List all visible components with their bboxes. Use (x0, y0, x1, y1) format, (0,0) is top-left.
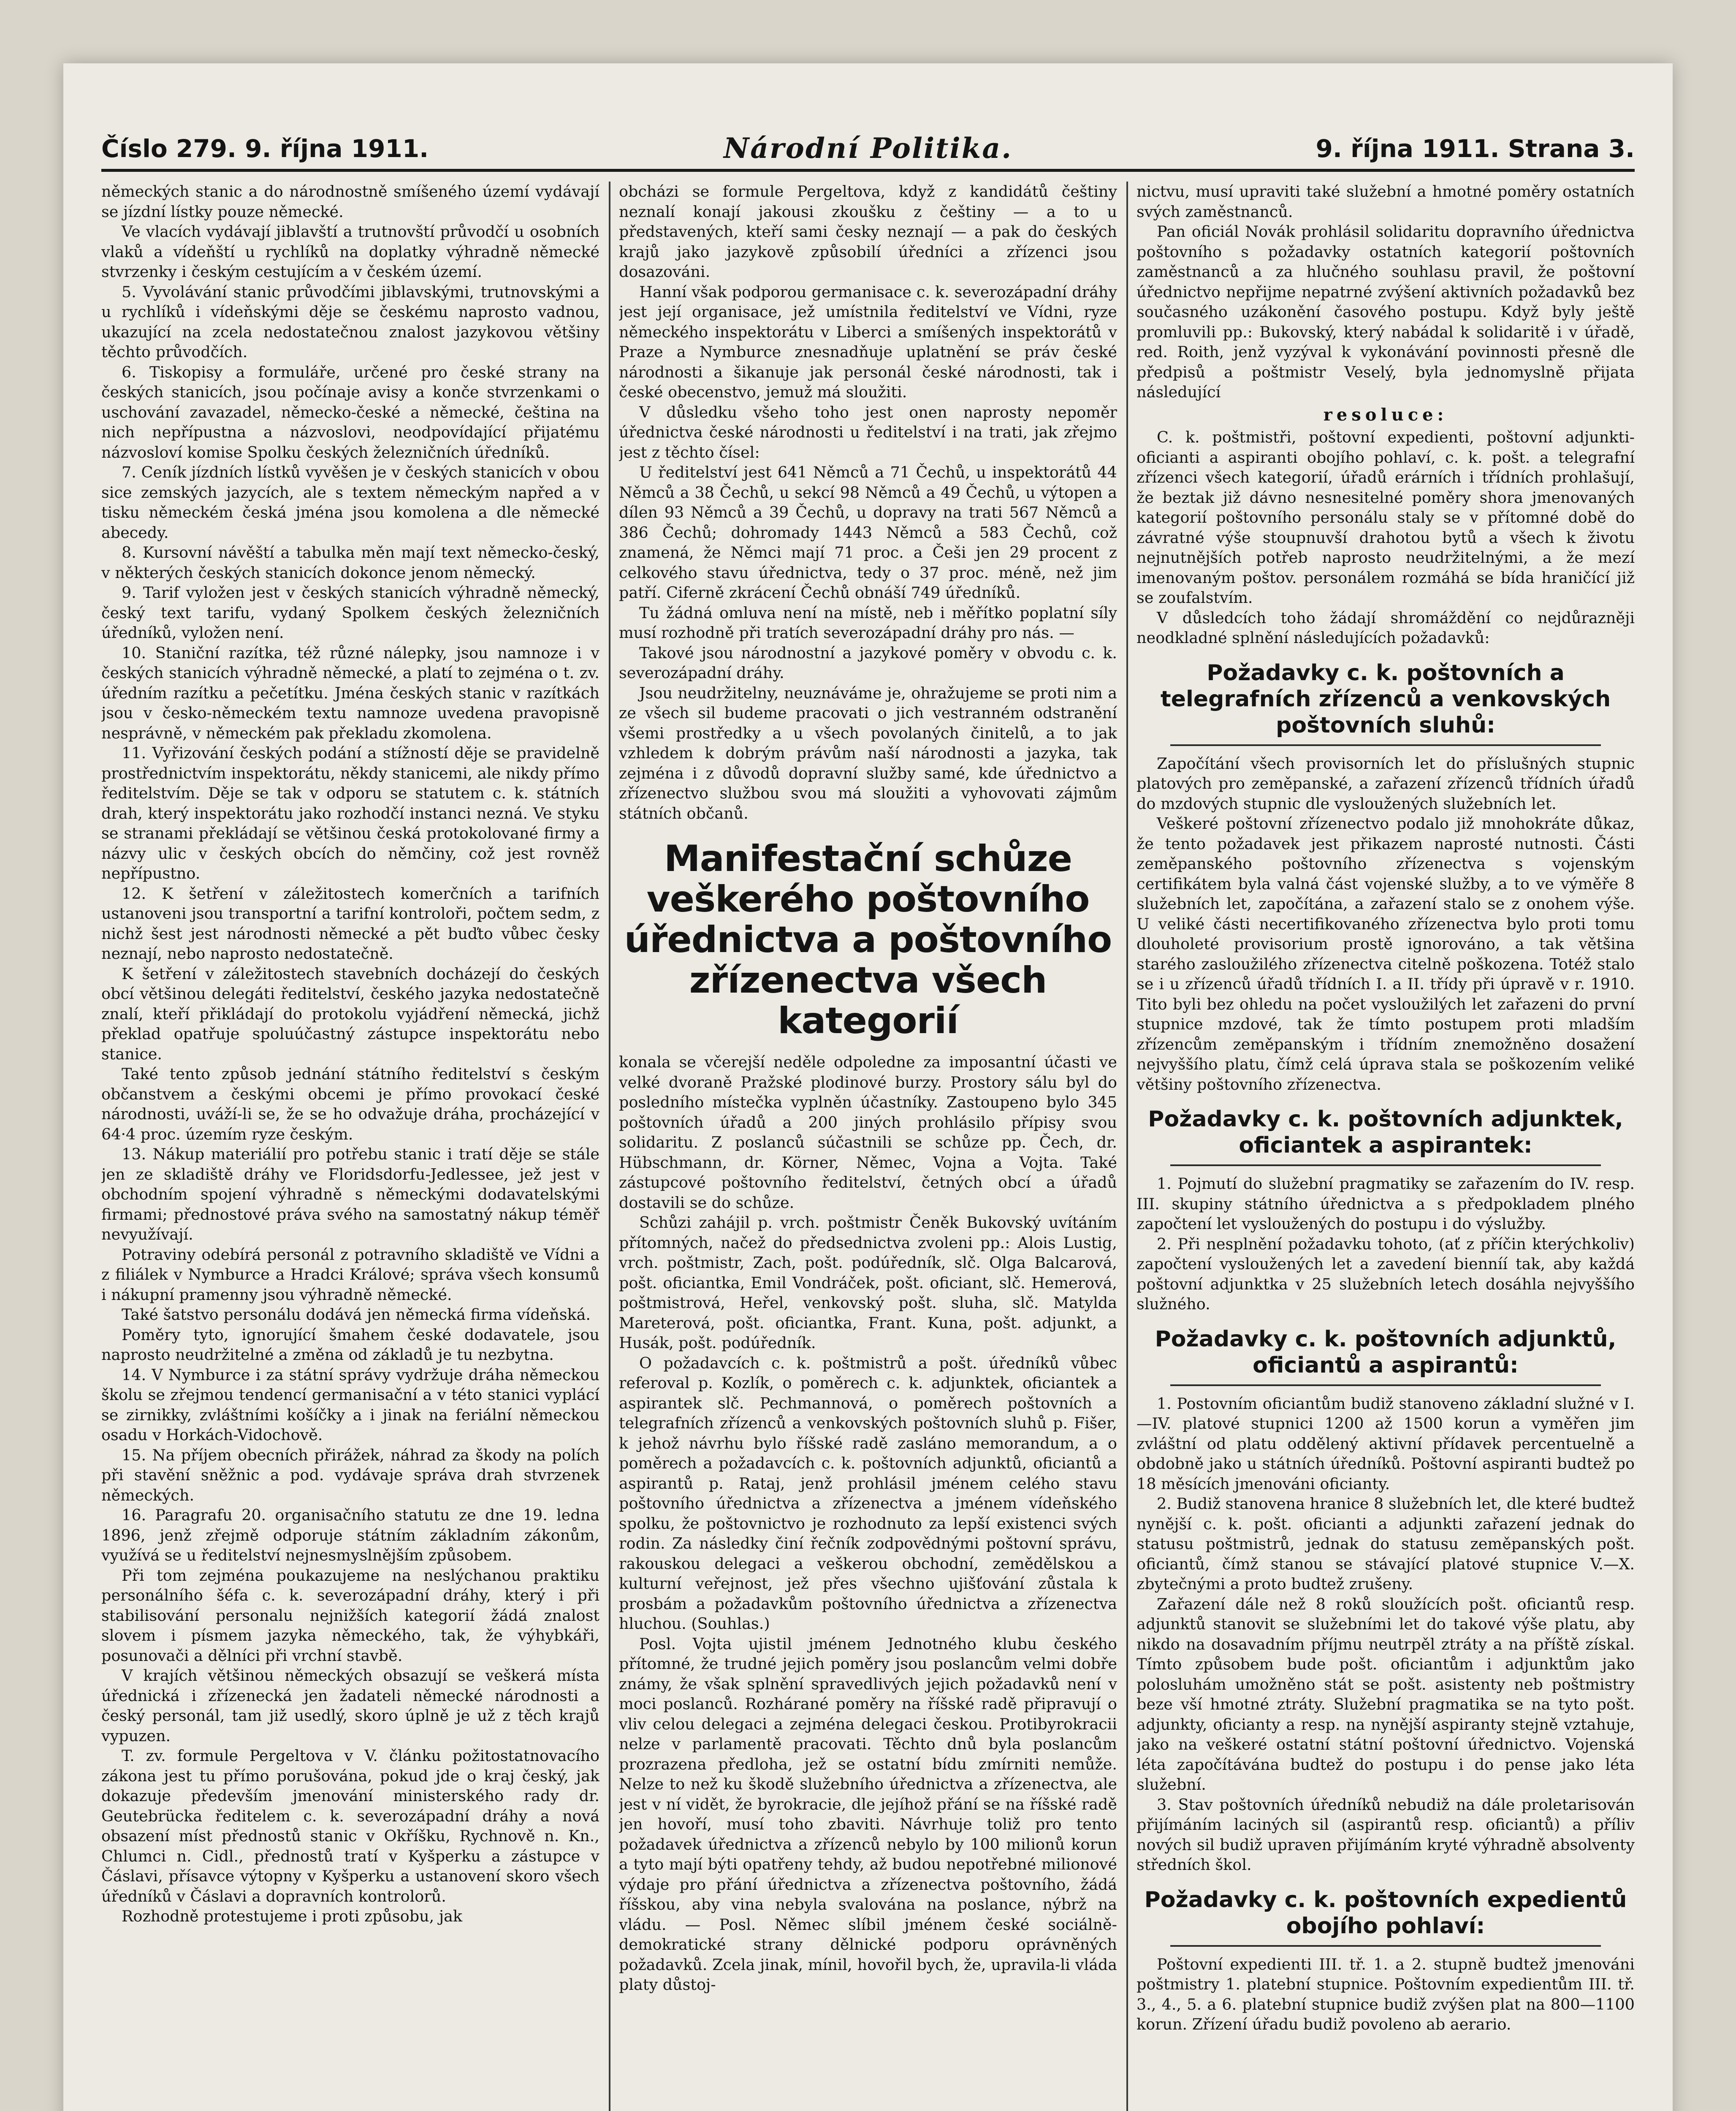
paragraph: Poštovní expedienti III. tř. 1. a 2. stupně budtež jmenováni poštmistry 1. platební stupnice. Poštovním expedientům III. tř. 3., 4., 5. a 6. platební stupnice budiž zvýšen plat na 800—1100 korun. Zřízení úřadu budiž povoleno ab aerario. (1137, 1955, 1635, 2033)
column-divider (1126, 182, 1128, 2111)
paragraph: 11. Vyřizování českých podání a stížností děje se pravidelně prostřednictvím inspektorátu, někdy stanicemi, ale nikdy přímo ředitelstvím. Děje se tak v odporu se statutem c. k. státních drah, který inspektorátu jako rozhodčí instanci nezná. Ve styku se stranami překládají se většinou česká protokolované firmy a názvy ulic v českých obcích do němčiny, což jest rovněž nepřípustno. (101, 744, 599, 882)
paragraph: 14. V Nymburce i za státní správy vydržuje dráha německou školu se zřejmou tendencí germanisační a v této stanici vyplácí se zirnikky, zvláštními košíčky a i jinak na feriální německou osadu v Horkách-Vidochově. (101, 1365, 599, 1444)
article-headline: Manifestační schůze veškerého poštovního úřednictva a poštovního zřízenectva všech kategorií (624, 838, 1112, 1042)
paragraph: Také tento způsob jednání státního ředitelství s českým občanstvem a českými obcemi je přímo provokací české národnosti, uváží-li se, že se ho odvažuje dráha, procházející v 64·4 proc. územím ryze českým. (101, 1065, 599, 1143)
paragraph: V důsledku všeho toho jest onen naprosty nepoměr úřednictva české národnosti u ředitelství i na trati, jak zřejmo jest z těchto čísel: (619, 403, 1117, 461)
paragraph: nictvu, musí upraviti také služební a hmotné poměry ostatních svých zaměstnanců. (1137, 182, 1635, 221)
paragraph: Jsou neudržitelny, neuznáváme je, ohražujeme se proti nim a ze všech sil budeme pracovati o jich vestranném odstranění všemi prostředky a u všech povolaných činitelů, a to jak vzhledem k dobrým právům naší národnosti a jazyka, tak zejména i z důvodů dopravní služby samé, kde úřednictvo a zřízenectvo službou svou má sloužiti a vyhovovati zájmům státních občanů. (619, 684, 1117, 822)
paragraph: Zařazení dále než 8 roků sloužících pošt. oficiantů resp. adjunktů stanovit se služebními let do takové výše platu, aby nikdo na dosavadním příjmu neutrpěl ztráty a na příště získal. Tímto způsobem bude pošt. oficiantům i adjunktům jako polosluhám umožněno stát se pošt. asistenty neb poštmistry beze vší hmotné ztráty. Služební pragmatika se na tyto pošt. adjunkty, oficianty a resp. na nynější aspiranty stejně vztahuje, jako na veškeré ostatní státní poštovní úřednictvo. Vojenská léta započítávána budtež do postupu i do pense jako léta služební. (1137, 1595, 1635, 1794)
paragraph: 6. Tiskopisy a formuláře, určené pro české strany na českých stanicích, jsou počínaje avisy a konče stvrzenkami o uschování zavazadel, německo-české a německé, čeština na nich nepřípustna a názvoslovi, neodpovídající přijatému názvosloví komise Spolku českých železničních úředníků. (101, 363, 599, 461)
section-heading: Požadavky c. k. poštovních a telegrafních zřízenců a venkovských poštovních sluhů: (1160, 660, 1611, 738)
paragraph: Rozhodně protestujeme i proti způsobu, jak (122, 1907, 463, 1925)
newspaper-title: Národní Politika. (723, 132, 1013, 165)
heading-rule (1170, 1945, 1601, 1947)
paragraph: Hanní však podporou germanisace c. k. severozápadní dráhy jest její organisace, jež umístnila ředitelství ve Vídni, ryze německého inspektorátu v Liberci a smíšených inspektorátů v Praze a Nymburce znesnadňuje uplatnění se práv české národnosti a šikanuje jak personál české národnosti, tak i české obecenstvo, jemuž má sloužiti. (619, 282, 1117, 401)
section-heading: Požadavky c. k. poštovních expedientů obojího pohlaví: (1144, 1887, 1627, 1939)
paragraph: 5. Vyvolávání stanic průvodčími jiblavskými, trutnovskými a u rychlíků i vídeňskými děje se českému naprosto vadnou, ukazující na zcela nedostatečnou znalost jazykovou většiny těchto průvodčích. (101, 282, 599, 361)
paragraph: 15. Na příjem obecních přirážek, náhrad za škody na polích při stavění sněžnic a pod. vydávaje správa drah stvrzenek německých. (101, 1446, 599, 1504)
paragraph: K šetření v záležitostech stavebních docházejí do českých obcí většinou delegáti ředitelství, českého jazyka nedostatečně znalí, kteří přikládají do protokolu vyjádření německá, jichž překlad opatřuje spoluúčastný zástupce inspektorátu nebo stanice. (101, 964, 599, 1063)
paragraph: Schůzi zahájil p. vrch. poštmistr Čeněk Bukovský uvítáním přítomných, načež do předsednictva zvoleni pp.: Alois Lustig, vrch. poštmistr, Zach, pošt. podúředník, slč. Olga Balcarová, pošt. oficiantka, Emil Vondráček, pošt. oficiant, slč. Hemerová, poštmistrová, Heřel, venkovský pošt. sluha, slč. Matylda Mareterová, pošt. oficiantka, Frant. Kuna, pošt. adjunkt, a Husák, pošt. podúředník. (619, 1213, 1117, 1352)
heading-rule (1170, 1384, 1601, 1386)
paragraph: Ve vlacích vydávají jiblavští a trutnovští průvodčí u osobních vlaků a vídeňští u rychlíků na doplatky výhradně německé stvrzenky i českým cestujícím a v českém území. (101, 222, 599, 281)
paragraph: U ředitelství jest 641 Němců a 71 Čechů, u inspektorátů 44 Němců a 38 Čechů, u sekcí 98 Němců a 49 Čechů, u výtopen a dílen 93 Němců a 39 Čechů, u dopravy na trati 567 Němců a 386 Čechů; dohromady 1443 Němců a 583 Čechů, což znamená, že Němci mají 71 proc. a Češi jen 29 procent z celkového stavu úřednictva, tedy o 37 proc. méně, než jim patří. Ciferně zkrácení Čechů obnáší 749 úředníků. (619, 463, 1117, 602)
paragraph: Posl. Vojta ujistil jménem Jednotného klubu českého přítomné, že trudné jejich poměry jsou poslancům velmi dobře známy, že však splnění spravedlivých jejich požadavků není v moci poslanců. Rozhárané poměry na říšské radě připravují o vliv celou delegaci a zejména delegaci českou. Protibyrokracii nelze v parlamentě pracovati. Těchto dnů byla poslancům prozrazena předloha, jež se ostatní bídu zmírniti nemůže. Nelze to než ku škodě služebního úřednictva a zřízenectva, ale jest v ní vidět, že byrokracie, dle jejíhož přání se na říšské radě jen hovoří, musí toho zbaviti. Návrhuje toliž pro tento požadavek úřednictva a zřízenců nebylo by 100 milionů korun a tyto mají býti opatřeny tehdy, až budou nepotřebné milionové výdaje pro přání úřednictva a zřízenectva poštovního, žádá říšskou, aby vina nebyla svalována na poslance, nýbrž na vládu. — Posl. Němec slíbil jménem české sociálně-demokratické strany dělnické podporu oprávněných požadavků. Zcela jinak, mínil, hovořil bych, že, upravila-li vláda platy důstoj- (619, 1634, 1117, 1994)
issue-info: Číslo 279. 9. října 1911. (101, 134, 429, 163)
newspaper-page (63, 63, 1673, 2111)
paragraph: Pan oficiál Novák prohlásil solidaritu dopravního úřednictva poštovního s požadavky ostatních kategorií poštovních zaměstnanců a za hlučného souhlasu pravil, že poštovní úřednictvo nepřijme nepatrné zvýšení aktivních požadavků bez současného uzákonění časového postupu. Když byly ještě promluvili pp.: Bukovský, který nabádal k solidaritě i v úřadě, red. Roith, jenž vyzýval k vykonávání povinnosti přesně dle předpisů a poštmistr Veselý, byla jednomyslně přijata následující (1137, 222, 1635, 401)
paragraph: 16. Paragrafu 20. organisačního statutu ze dne 19. ledna 1896, jenž zřejmě odporuje státním základním zákonům, využívá se u ředitelství nejnesmyslnějším způsobem. (101, 1506, 599, 1564)
paragraph: Při tom zejména poukazujeme na neslýchanou praktiku personálního šéfa c. k. severozápadní dráhy, který i při stabilisování personalu nejnižších kategorií žádá znalost slovem i písmem jazyka německého, tak, že výhybkáři, posunovači a dělníci při vrchní stavbě. (101, 1566, 599, 1665)
paragraph: O požadavcích c. k. poštmistrů a pošt. úředníků vůbec referoval p. Kozlík, o poměrech c. k. adjunktek, oficiantek a aspirantek slč. Pechmannová, o poměrech poštovních a telegrafních zřízenců a venkovských poštovních sluhů p. Fišer, k jehož návrhu bylo říšské radě zasláno memorandum, a o poměrech a požadavcích c. k. poštovních adjunktů, oficiantů a aspirantů p. Rataj, jenž prohlásil jménem celého stavu poštovního úřednictva a zřízenectva a jménem vídeňského spolku, že poštovnictvo je rozhodnuto za lepší existenci svých rodin. Za následky činí řečník zodpovědnými poštovní správu, rakouskou delegaci a veškerou obchodní, zemědělskou a kulturní veřejnost, jež přes všechno ujišťování zůstala k prosbám a požadavkům poštovního úřednictva a zřízenectva hluchou. (Souhlas.) (619, 1354, 1117, 1633)
page-info: 9. října 1911. Strana 3. (1316, 134, 1635, 163)
section-heading: Požadavky c. k. poštovních adjunktů, oficiantů a aspirantů: (1155, 1326, 1617, 1378)
heading-rule (1170, 744, 1601, 746)
paragraph: V krajích většinou německých obsazují se veškerá místa úřednická i zřízenecká jen žadateli německé národnosti a český personál, tam již usedlý, skoro úplně je už z těch krajů vypuzen. (101, 1666, 599, 1745)
paragraph: 10. Staniční razítka, též různé nálepky, jsou namnoze i v českých stanicích výhradně německé, a platí to zejména o t. zv. úředním razítku a pečetítku. Jména českých stanic v razítkách jsou v česko-německém textu namnoze uvedena pravopisně nesprávně, v německém pak překladu zkomolena. (101, 643, 599, 742)
paragraph: Potraviny odebírá personál z potravního skladiště ve Vídni a z filiálek v Nymburce a Hradci Králové; správa všech konsumů i nákupní pramenny jsou výhradně německé. (101, 1245, 599, 1304)
paragraph: Takové jsou národnostní a jazykové poměry v obvodu c. k. severozápadní dráhy. (619, 643, 1117, 682)
section-heading: Požadavky c. k. poštovních adjunktek, oficiantek a aspirantek: (1148, 1107, 1623, 1158)
paragraph: 2. Budiž stanovena hranice 8 služebních let, dle které budtež nynější c. k. pošt. oficianti a adjunkti zařazení jednak do statusu poštmistrů, jednak do statusu zeměpanských pošt. oficiantů, čímž stanou se stávající platové stupnice V.—X. zbytečnými a proto budtež zrušeny. (1137, 1495, 1635, 1593)
paragraph: V důsledcích toho žádají shromáždění co nejdůrazněji neodkladné splnění následujících požadavků: (1137, 608, 1635, 647)
resolution-label: resoluce: (1323, 404, 1448, 425)
paragraph: 7. Ceník jízdních lístků vyvěšen je v českých stanicích v obou sice zemských jazycích, ale s textem německým napřed a v tisku německém česká jména jsou komolena a dle německé abecedy. (101, 463, 599, 542)
paragraph: Započítání všech provisorních let do příslušných stupnic platových pro zeměpanské, a zařazení zřízenců třídních úřadů do mzdových stupnic dle vysloužených služebních let. (1137, 754, 1635, 813)
column-3 (1137, 182, 1635, 2111)
paragraph: Poměry tyto, ignorující šmahem české dodavatele, jsou naprosto neudržitelné a změna od základů je tu nezbytna. (101, 1325, 599, 1364)
paragraph: obcházi se formule Pergeltova, když z kandidátů češtiny neznalí konají jakousi zkoušku z češtiny — a to u představených, kteří sami česky neznají — a pak do českých krajů jako jazykově způsobilí úředníci a zřízenci jsou dosazováni. (619, 182, 1117, 281)
column-2 (619, 182, 1117, 2111)
heading-rule (1170, 1164, 1601, 1166)
column-1 (101, 182, 599, 2111)
paragraph: Také šatstvo personálu dodává jen německá firma vídeňská. (122, 1305, 591, 1324)
paragraph: konala se včerejší neděle odpoledne za imposantní účasti ve velké dvoraně Pražské plodinové burzy. Prostory sálu byl do posledního místečka vyplněn účastníky. Zastoupeno bylo 345 poštovních úřadů a 200 jiných prohlásilo přípisy svou solidaritu. Z poslanců súčastnili se schůze pp. Čech, dr. Hübschmann, dr. Körner, Němec, Vojna a Vojta. Také zástupcové poštovního ředitelství, četných obcí a úřadů dostavili se do schůze. (619, 1053, 1117, 1212)
paragraph: 3. Stav poštovních úředníků nebudiž na dále proletarisován přijímáním laciných sil (aspirantů resp. oficiantů) a příliv nových sil budiž upraven přijímáním kryté výhradně absolventy středních škol. (1137, 1795, 1635, 1874)
paragraph: 1. Pojmutí do služební pragmatiky se zařazením do IV. resp. III. skupiny státního úřednictva a s předpokladem plného započtení let vysloužených do postupu i do výslužby. (1137, 1175, 1635, 1233)
paragraph: C. k. poštmistři, poštovní expedienti, poštovní adjunkti-oficianti a aspiranti obojího pohlaví, c. k. pošt. a telegrafní zřízenci všech kategorií, úřadů erárních i třídních prohlašují, že beztak již dávno nesnesitelné poměry shora jmenovaných kategorií poštovního personálu staly se v přítomné době do závratné výše stoupnuvší drahotou bytů a všech k životu nejnutnějších potřeb naprosto neudržitelnými, a že mezí imenovaným poštov. personálem rozmáhá se bída hraničící již se zoufalstvím. (1137, 428, 1635, 607)
paragraph: Veškeré poštovní zřízenectvo podalo již mnohokráte důkaz, že tento požadavek jest přikazem naprosté nutnosti. Části zeměpanského poštovního zřízenectva s vojenským certifikátem byla valná část vojenské služby, a to ve výměře 8 služebních let, započítána, a zařazení stalo se z onohem výše. U veliké části necertifikovaného zřízenectva bylo proti tomu dlouholeté provisorium prostě ignorováno, a tak většina starého zasloužilého zřízenectva citelně poškozena. Totéž stalo se i u zřízenců úřadů třídních I. a II. třídy při úpravě v r. 1910. Tito byli bez ohledu na počet vysloužilých let zařazeni do první stupnice mzdové, tak že tímto postupem proti mladším zřízencům zeměpanským i třídním znemožněno dosažení nejvyššího platu, čímž celá úprava stala se poškozením veliké většiny poštovního zřízenectva. (1137, 814, 1635, 1093)
paragraph: T. zv. formule Pergeltova v V. článku požitostatnovacího zákona jest tu přímo porušována, pokud jde o kraj český, jak dokazuje především jmenování ministerského rady dr. Geutebrücka ředitelem c. k. severozápadní dráhy a nová obsazení míst přednostů stanic v Okříšku, Rychnově n. Kn., Chlumci n. Cidl., přednostů tratí v Kyšperku a zástupce v Čáslavi, přísavce výtopny v Kyšperku a ustanovení skoro všech úředníků v Čáslavi a dopravních kontrolorů. (101, 1747, 599, 1905)
paragraph: německých stanic a do národnostně smíšeného území vydávají se jízdní lístky pouze německé. (101, 182, 599, 221)
paragraph: 12. K šetření v záležitostech komerčních a tarifních ustanoveni jsou transportní a tarifní kontroloři, počtem sedm, z nichž šest jest národnosti německé a pět buďto vůbec česky neznají, nebo naprosto nedostatečně. (101, 884, 599, 963)
paragraph: Tu žádná omluva není na místě, neb i měřítko poplatní síly musí rozhodně při tratích severozápadní dráhy pro nás. — (619, 603, 1117, 642)
paragraph: 8. Kursovní návěští a tabulka měn mají text německo-český, v některých českých stanicích dokonce jenom německý. (101, 543, 599, 582)
masthead (101, 122, 1635, 172)
paragraph: 2. Při nesplnění požadavku tohoto, (ať z příčin kterýchkoliv) započtení vysloužených let a zavedení bienníí tak, aby každá poštovní adjunktka v 25 služebních letech dosáhla nejvyššího služného. (1137, 1235, 1635, 1313)
paragraph: 9. Tarif vyložen jest v českých stanicích výhradně německý, český text tarifu, vydaný Spolkem českých železničních úředníků, vyložen není. (101, 583, 599, 642)
paragraph: 1. Postovním oficiantům budiž stanoveno základní služné v I.—IV. platové stupnici 1200 až 1500 korun a vyměřen jim zvláštní od platu oddělený aktivní přídavek percentuelně a obdobně jako u státních úředníků. Poštovní aspiranti budtež po 18 měsících jmenováni oficianty. (1137, 1394, 1635, 1493)
paragraph: 13. Nákup materiálií pro potřebu stanic i tratí děje se stále jen ze skladiště dráhy ve Floridsdorfu-Jedlessee, jež jest v obchodním spojení výhradně s německými dodavatelskými firmami; přednostové práva svého na samostatný nákup téměř nevyužívají. (101, 1145, 599, 1243)
column-divider (609, 182, 610, 2111)
